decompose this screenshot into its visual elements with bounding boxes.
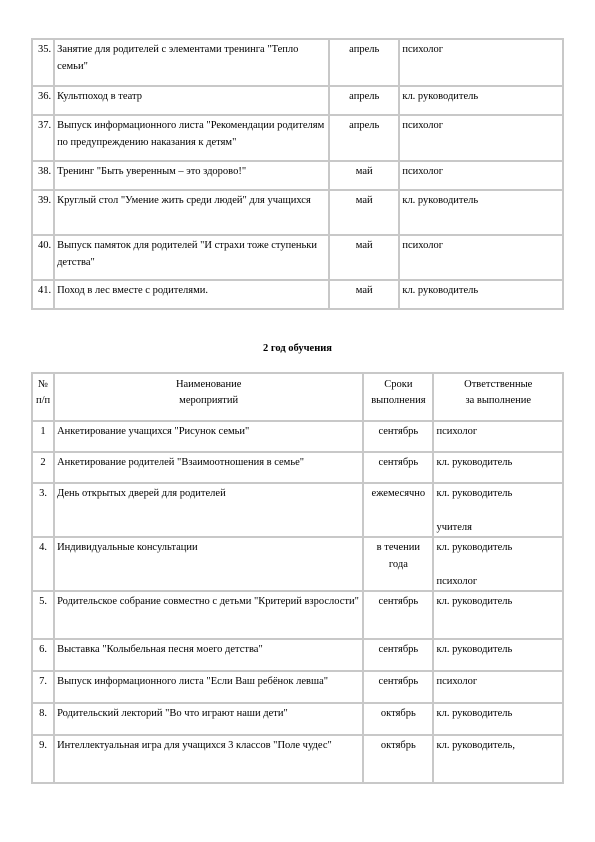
table-header-row bbox=[33, 374, 562, 420]
event-name: Круглый стол "Умение жить среди людей" для учащихся bbox=[55, 191, 328, 234]
event-term: май bbox=[330, 162, 398, 189]
event-term: май bbox=[330, 191, 398, 234]
table-row bbox=[33, 422, 562, 451]
row-number: 7. bbox=[33, 672, 53, 702]
header-term: Сроки выполнения bbox=[364, 374, 432, 420]
events-table-year2 bbox=[31, 372, 564, 784]
event-name: Индивидуальные консультации bbox=[55, 538, 362, 590]
event-name: Занятие для родителей с элементами тренинга "Тепло семьи" bbox=[55, 40, 328, 85]
event-name: Культпоход в театр bbox=[55, 87, 328, 114]
header-number: № п/п bbox=[33, 374, 53, 420]
event-term: апрель bbox=[330, 40, 398, 85]
row-number: 36. bbox=[33, 87, 53, 114]
table-row bbox=[33, 453, 562, 482]
event-term: ежемесячно bbox=[364, 484, 432, 536]
event-name: Родительский лекторий "Во что играют наши дети" bbox=[55, 704, 362, 734]
event-responsible: психолог bbox=[400, 40, 562, 85]
table-row bbox=[33, 484, 562, 536]
event-term: сентябрь bbox=[364, 422, 432, 451]
event-name: Интеллектуальная игра для учащихся 3 классов "Поле чудес" bbox=[55, 736, 362, 782]
table-row bbox=[33, 704, 562, 734]
row-number: 3. bbox=[33, 484, 53, 536]
event-responsible: кл. руководитель, bbox=[434, 736, 562, 782]
event-name: Тренинг "Быть уверенным – это здорово!" bbox=[55, 162, 328, 189]
event-responsible: кл. руководитель учителя bbox=[434, 484, 562, 536]
row-number: 41. bbox=[33, 281, 53, 308]
event-name: Анкетирование учащихся "Рисунок семьи" bbox=[55, 422, 362, 451]
events-table-year1 bbox=[31, 38, 564, 310]
row-number: 9. bbox=[33, 736, 53, 782]
table-row bbox=[33, 162, 562, 189]
event-responsible: психолог bbox=[434, 422, 562, 451]
event-name: Родительское собрание совместно с детьми "Критерий взрослости" bbox=[55, 592, 362, 638]
row-number: 35. bbox=[33, 40, 53, 85]
section-title: 2 год обучения bbox=[263, 343, 332, 354]
event-term: апрель bbox=[330, 87, 398, 114]
row-number: 39. bbox=[33, 191, 53, 234]
row-number: 4. bbox=[33, 538, 53, 590]
row-number: 8. bbox=[33, 704, 53, 734]
table-row bbox=[33, 592, 562, 638]
table-row bbox=[33, 191, 562, 234]
event-name: Выставка "Колыбельная песня моего детства" bbox=[55, 640, 362, 670]
event-responsible: психолог bbox=[400, 236, 562, 279]
table-row bbox=[33, 40, 562, 85]
event-responsible: кл. руководитель bbox=[434, 704, 562, 734]
event-term: сентябрь bbox=[364, 453, 432, 482]
event-name: Выпуск информационного листа "Рекомендации родителям по предупреждению наказания к детям" bbox=[55, 116, 328, 160]
row-number: 6. bbox=[33, 640, 53, 670]
event-responsible: кл. руководитель bbox=[400, 191, 562, 234]
row-number: 38. bbox=[33, 162, 53, 189]
row-number: 37. bbox=[33, 116, 53, 160]
event-responsible: кл. руководитель психолог bbox=[434, 538, 562, 590]
event-term: май bbox=[330, 236, 398, 279]
event-responsible: кл. руководитель bbox=[434, 640, 562, 670]
event-name: Выпуск памяток для родителей "И страхи тоже ступеньки детства" bbox=[55, 236, 328, 279]
event-responsible: кл. руководитель bbox=[434, 592, 562, 638]
row-number: 2 bbox=[33, 453, 53, 482]
header-event: Наименование мероприятий bbox=[55, 374, 362, 420]
header-responsible: Ответственные за выполнение bbox=[434, 374, 562, 420]
event-name: Анкетирование родителей "Взаимоотношения в семье" bbox=[55, 453, 362, 482]
table-row bbox=[33, 116, 562, 160]
event-term: сентябрь bbox=[364, 592, 432, 638]
event-term: сентябрь bbox=[364, 640, 432, 670]
event-responsible: психолог bbox=[400, 162, 562, 189]
event-responsible: кл. руководитель bbox=[400, 87, 562, 114]
event-name: День открытых дверей для родителей bbox=[55, 484, 362, 536]
table-row bbox=[33, 87, 562, 114]
event-responsible: психолог bbox=[434, 672, 562, 702]
event-term: в течении года bbox=[364, 538, 432, 590]
event-responsible: психолог bbox=[400, 116, 562, 160]
table-row bbox=[33, 236, 562, 279]
event-name: Поход в лес вместе с родителями. bbox=[55, 281, 328, 308]
event-responsible: кл. руководитель bbox=[400, 281, 562, 308]
event-term: октябрь bbox=[364, 736, 432, 782]
table-row bbox=[33, 672, 562, 702]
event-name: Выпуск информационного листа "Если Ваш ребёнок левша" bbox=[55, 672, 362, 702]
table-row bbox=[33, 281, 562, 308]
event-responsible: кл. руководитель bbox=[434, 453, 562, 482]
table-row bbox=[33, 538, 562, 590]
table-row bbox=[33, 736, 562, 782]
event-term: май bbox=[330, 281, 398, 308]
row-number: 1 bbox=[33, 422, 53, 451]
event-term: октябрь bbox=[364, 704, 432, 734]
row-number: 40. bbox=[33, 236, 53, 279]
event-term: сентябрь bbox=[364, 672, 432, 702]
event-term: апрель bbox=[330, 116, 398, 160]
table-row bbox=[33, 640, 562, 670]
row-number: 5. bbox=[33, 592, 53, 638]
